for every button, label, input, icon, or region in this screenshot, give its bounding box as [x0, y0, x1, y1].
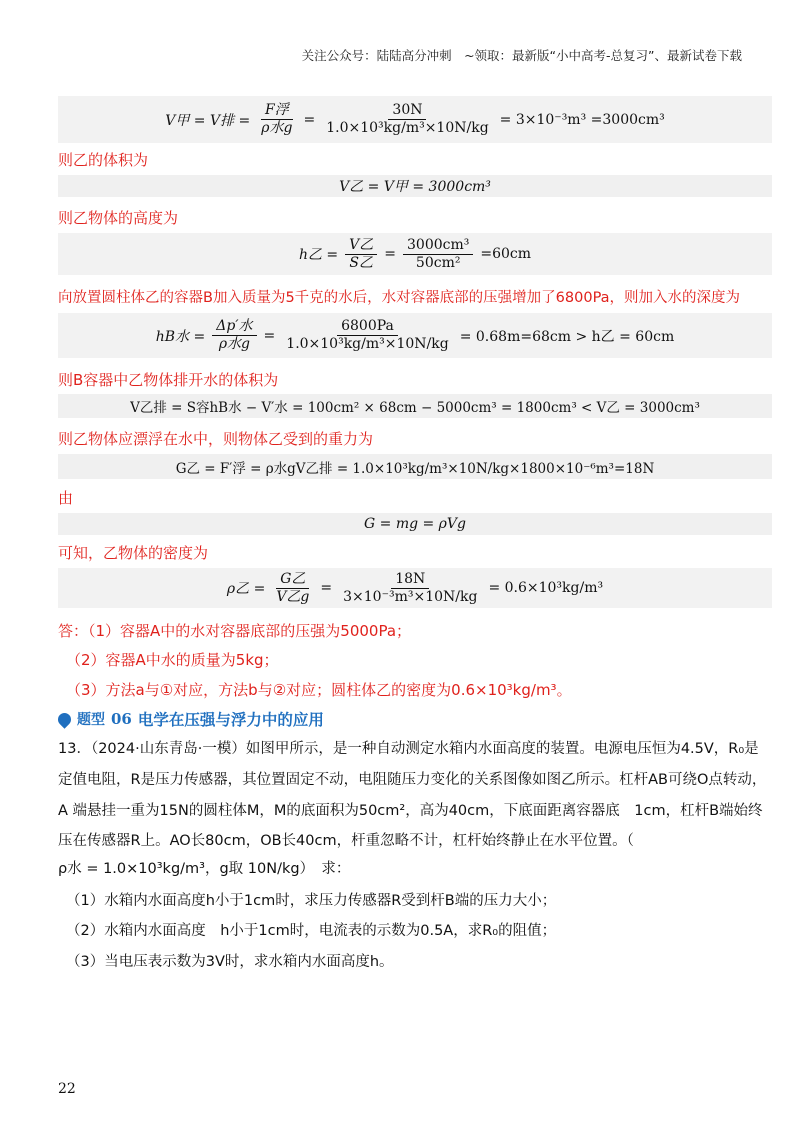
formula-band: [58, 175, 772, 197]
formula-lhs: V甲 = V排 =: [165, 112, 251, 129]
formula: [227, 572, 603, 605]
section-heading: [58, 708, 324, 730]
formula-rhs: = 0.6×10³kg/m³: [488, 580, 604, 596]
page-number: 22: [58, 1081, 76, 1097]
fraction: [345, 238, 377, 271]
equals: =: [303, 111, 316, 128]
formula-band: [58, 233, 772, 275]
problem-line: 压在传感器R上。AO长80cm，OB长40cm，杆重忽略不计，杠杆始终静止在水平位置。（: [58, 833, 634, 849]
formula-band: [58, 394, 772, 418]
numerator: F浮: [261, 103, 293, 120]
solution-text: 则B容器中乙物体排开水的体积为: [58, 371, 279, 389]
denominator: 3×10⁻³m³×10N/kg: [343, 588, 478, 605]
denominator: ρ水g: [218, 336, 251, 352]
fraction: [282, 319, 452, 352]
formula-lhs: ρ乙 =: [226, 581, 266, 597]
fraction: [322, 103, 492, 136]
denominator: 1.0×10³kg/m³×10N/kg: [326, 120, 489, 136]
formula: [165, 103, 664, 136]
denominator: S乙: [349, 254, 374, 271]
denominator: 1.0×10³kg/m³×10N/kg: [286, 336, 449, 352]
fraction: [257, 103, 296, 136]
answer-line-1: 答：（1）容器A中的水对容器底部的压强为5000Pa；: [58, 622, 412, 640]
question-1: （1）水箱内水面高度h小于1cm时，求压力传感器R受到杆B端的压力大小；: [66, 893, 557, 909]
question-3: （3）当电压表示数为3V时，求水箱内水面高度h。: [66, 954, 394, 970]
numerator: 30N: [388, 103, 426, 120]
answer-line-2: （2）容器A中水的质量为5kg；: [66, 651, 279, 669]
problem-line: 13．（2024·山东青岛·一模）如图甲所示，是一种自动测定水箱内水面高度的装置。电源电压恒为4.5V，R₀是: [58, 741, 759, 757]
formula-band: [58, 568, 772, 608]
page-header: 关注公众号：陆陆高分冲刺 ~领取：最新版“小中高考-总复习”、最新试卷下载: [301, 48, 742, 63]
section-title: 电学在压强与浮力中的应用: [137, 711, 324, 729]
numerator: V乙: [345, 238, 377, 255]
numerator: 3000cm³: [403, 238, 473, 255]
formula-lhs: hB水 =: [155, 328, 206, 345]
formula: [299, 238, 531, 271]
equals: =: [263, 327, 276, 344]
section-number: 06: [111, 710, 132, 728]
numerator: G乙: [276, 572, 309, 589]
formula-rhs: = 3×10⁻³m³ =3000cm³: [499, 111, 665, 128]
formula: G = mg = ρVg: [364, 516, 466, 532]
solution-text: 由: [58, 489, 74, 507]
solution-text: 则乙物体的高度为: [58, 209, 179, 227]
section-tag: 题型: [77, 712, 105, 728]
formula-band: [58, 513, 772, 535]
solution-text: 向放置圆柱体乙的容器B加入质量为5千克的水后，水对容器底部的压强增加了6800Pa，则加入水的深度为: [58, 290, 741, 306]
fraction: [272, 572, 313, 605]
question-2: （2）水箱内水面高度 h小于1cm时，电流表的示数为0.5A，求R₀的阻值；: [66, 923, 557, 939]
denominator: 50cm²: [415, 254, 461, 271]
denominator: V乙g: [276, 588, 310, 605]
solution-text: 则乙的体积为: [58, 151, 149, 169]
fraction: [403, 238, 473, 271]
solution-text: 则乙物体应漂浮在水中，则物体乙受到的重力为: [58, 430, 374, 448]
numerator: 18N: [391, 572, 429, 589]
formula-band: [58, 454, 772, 479]
equals: =: [384, 246, 397, 262]
denominator: ρ水g: [261, 120, 293, 136]
formula-lhs: h乙 =: [298, 247, 339, 263]
formula-rhs: = 0.68m=68cm > h乙 = 60cm: [459, 328, 675, 345]
fraction: [339, 572, 481, 605]
numerator: 6800Pa: [337, 319, 398, 336]
solution-text: 可知，乙物体的密度为: [58, 544, 209, 562]
problem-line: ρ水 = 1.0×10³kg/m³，g取 10N/kg） 求：: [58, 861, 351, 877]
formula: G乙 = F′浮 = ρ水gV乙排 = 1.0×10³kg/m³×10N/kg×1800×10⁻⁶m³=18N: [175, 460, 655, 477]
equals: =: [320, 580, 333, 596]
fraction: [212, 319, 256, 352]
formula-band: [58, 313, 772, 358]
formula: [156, 319, 674, 352]
formula-band: [58, 96, 772, 143]
numerator: Δp′水: [212, 319, 256, 336]
problem-line: 定值电阻，R是压力传感器，其位置固定不动，电阻随压力变化的关系图像如图乙所示。杠杆AB可绕O点转动，: [58, 772, 767, 788]
problem-line: A 端悬挂一重为15N的圆柱体M，M的底面积为50cm²，高为40cm，下底面距离容器底 1cm，杠杆B端始终: [58, 803, 763, 819]
formula: V乙排 = S容hB水 − V′水 = 100cm² × 68cm − 5000cm³ = 1800cm³ < V乙 = 3000cm³: [130, 400, 700, 416]
location-pin-icon: [55, 710, 73, 728]
answer-line-3: （3）方法a与①对应，方法b与②对应；圆柱体乙的密度为0.6×10³kg/m³。: [66, 681, 572, 699]
formula-rhs: =60cm: [480, 246, 532, 262]
formula: V乙 = V甲 = 3000cm³: [339, 179, 491, 195]
